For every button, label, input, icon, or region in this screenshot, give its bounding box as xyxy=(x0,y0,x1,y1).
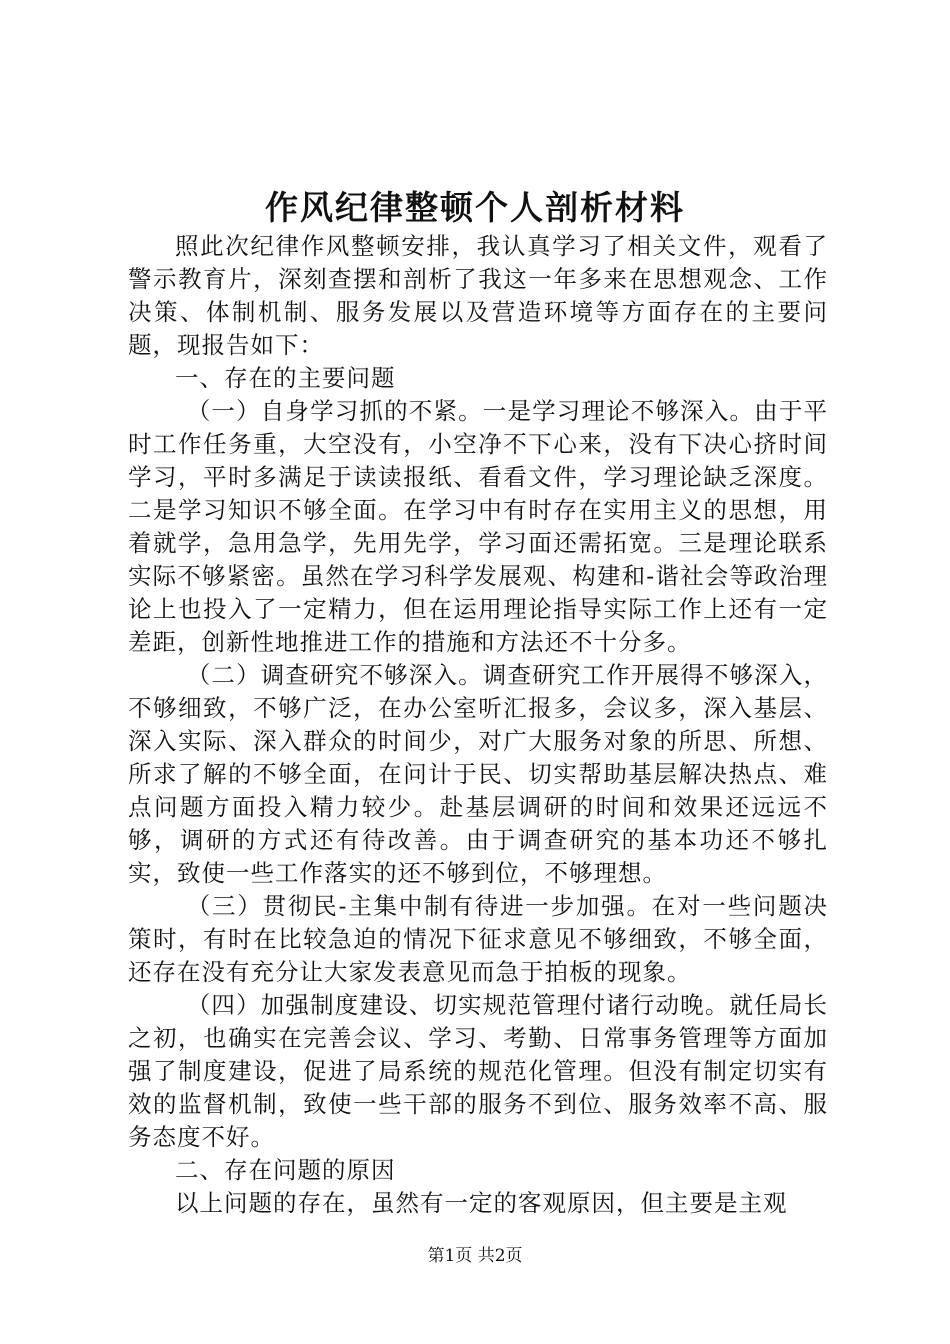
paragraph-problem-3: （三）贯彻民-主集中制有待进一步加强。在对一些问题决策时，有时在比较急迫的情况下征求意见不够细致，不够全面，还存在没有充分让大家发表意见而急于拍板的现象。 xyxy=(128,892,828,986)
document-body xyxy=(128,230,828,1220)
document-title: 作风纪律整顿个人剖析材料 xyxy=(265,188,685,227)
paragraph-causes: 以上问题的存在，虽然有一定的客观原因，但主要是主观 xyxy=(175,1189,788,1217)
page-number-footer: 第1页 共2页 xyxy=(427,1246,523,1266)
section-heading-problems: 一、存在的主要问题 xyxy=(175,364,396,392)
paragraph-problem-2: （二）调查研究不够深入。调查研究工作开展得不够深入，不够细致，不够广泛，在办公室听汇报多，会议多，深入基层、深入实际、深入群众的时间少，对广大服务对象的所思、所想、所求了解的不够全面，在问计于民、切实帮助基层解决热点、难点问题方面投入精力较少。赴基层调研的时间和效果还远远不够，调研的方式还有待改善。由于调查研究的基本功还不够扎实，致使一些工作落实的还不够到位，不够理想。 xyxy=(128,661,828,887)
paragraph-problem-4: （四）加强制度建设、切实规范管理付诸行动晚。就任局长之初，也确实在完善会议、学习、考勤、日常事务管理等方面加强了制度建设，促进了局系统的规范化管理。但没有制定切实有效的监督机制，致使一些干部的服务不到位、服务效率不高、服务态度不好。 xyxy=(128,991,828,1151)
intro-paragraph: 照此次纪律作风整顿安排，我认真学习了相关文件，观看了警示教育片，深刻查摆和剖析了我这一年多来在思想观念、工作决策、体制机制、服务发展以及营造环境等方面存在的主要问题，现报告如下： xyxy=(128,232,828,359)
section-heading-causes: 二、存在问题的原因 xyxy=(175,1156,396,1184)
paragraph-problem-1: （一）自身学习抓的不紧。一是学习理论不够深入。由于平时工作任务重，大空没有，小空净不下心来，没有下决心挤时间学习，平时多满足于读读报纸、看看文件，学习理论缺乏深度。二是学习知识不够全面。在学习中有时存在实用主义的思想，用着就学，急用急学，先用先学，学习面还需拓宽。三是理论联系实际不够紧密。虽然在学习科学发展观、构建和-谐社会等政治理论上也投入了一定精力，但在运用理论指导实际工作上还有一定差距，创新性地推进工作的措施和方法还不十分多。 xyxy=(128,397,828,656)
